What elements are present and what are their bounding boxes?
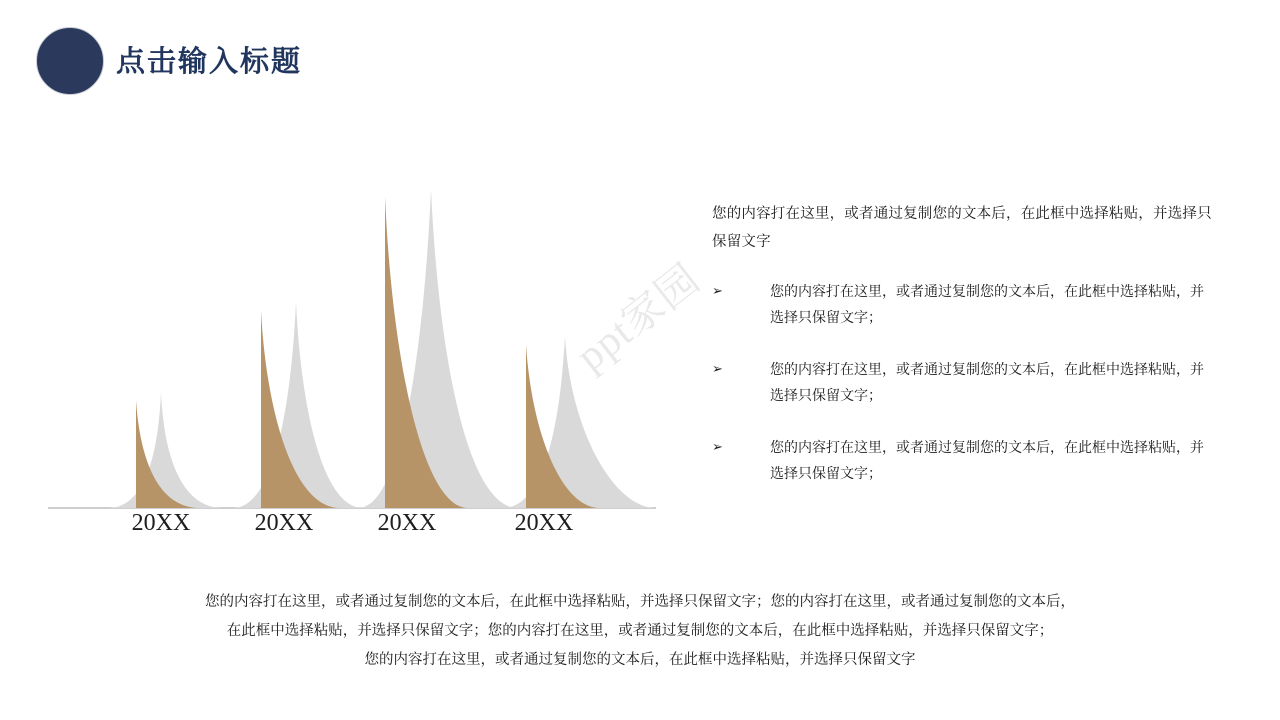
- arrow-bullet-icon: ➢: [712, 439, 723, 454]
- chart-bg-peak-3: [358, 190, 518, 508]
- list-item-text: 您的内容打在这里，或者通过复制您的文本后，在此框中选择粘贴，并选择只保留文字；: [770, 361, 1204, 403]
- right-content-block: [712, 200, 1212, 512]
- bottom-paragraph: [80, 588, 1200, 675]
- chart-bg-peak-4: [503, 336, 656, 508]
- chart-x-axis-labels: [48, 510, 668, 560]
- intro-paragraph: 您的内容打在这里，或者通过复制您的文本后，在此框中选择粘贴，并选择只保留文字: [712, 206, 1212, 250]
- list-item: [712, 434, 1212, 486]
- header-decor-circle: [36, 27, 104, 95]
- slide-header: [0, 0, 1280, 110]
- x-tick-label: 20XX: [131, 510, 191, 536]
- arrow-bullet-icon: ➢: [712, 361, 723, 376]
- list-item-text: 您的内容打在这里，或者通过复制您的文本后，在此框中选择粘贴，并选择只保留文字；: [770, 283, 1204, 325]
- chart-bg-peak-1: [108, 392, 223, 508]
- x-tick-label: 20XX: [514, 510, 574, 536]
- x-tick-label: 20XX: [254, 510, 314, 536]
- list-item: [712, 278, 1212, 330]
- arrow-bullet-icon: ➢: [712, 283, 723, 298]
- list-item-text: 您的内容打在这里，或者通过复制您的文本后，在此框中选择粘贴，并选择只保留文字；: [770, 439, 1204, 481]
- bottom-paragraph-line: 您的内容打在这里，或者通过复制您的文本后，在此框中选择粘贴，并选择只保留文字；您的内容打在这里，或者通过复制您的文本后，: [205, 594, 1075, 610]
- list-item: [712, 356, 1212, 408]
- bottom-paragraph-line: 在此框中选择粘贴，并选择只保留文字；您的内容打在这里，或者通过复制您的文本后，在此框中选择粘贴，并选择只保留文字；: [226, 623, 1054, 639]
- chart-container: [48, 160, 668, 580]
- bullet-list: [712, 278, 1212, 486]
- watermark: ppt家园: [568, 256, 710, 381]
- page-title: 点击输入标题: [116, 46, 303, 78]
- bottom-paragraph-line: 您的内容打在这里，或者通过复制您的文本后，在此框中选择粘贴，并选择只保留文字: [364, 652, 916, 668]
- x-tick-label: 20XX: [377, 510, 437, 536]
